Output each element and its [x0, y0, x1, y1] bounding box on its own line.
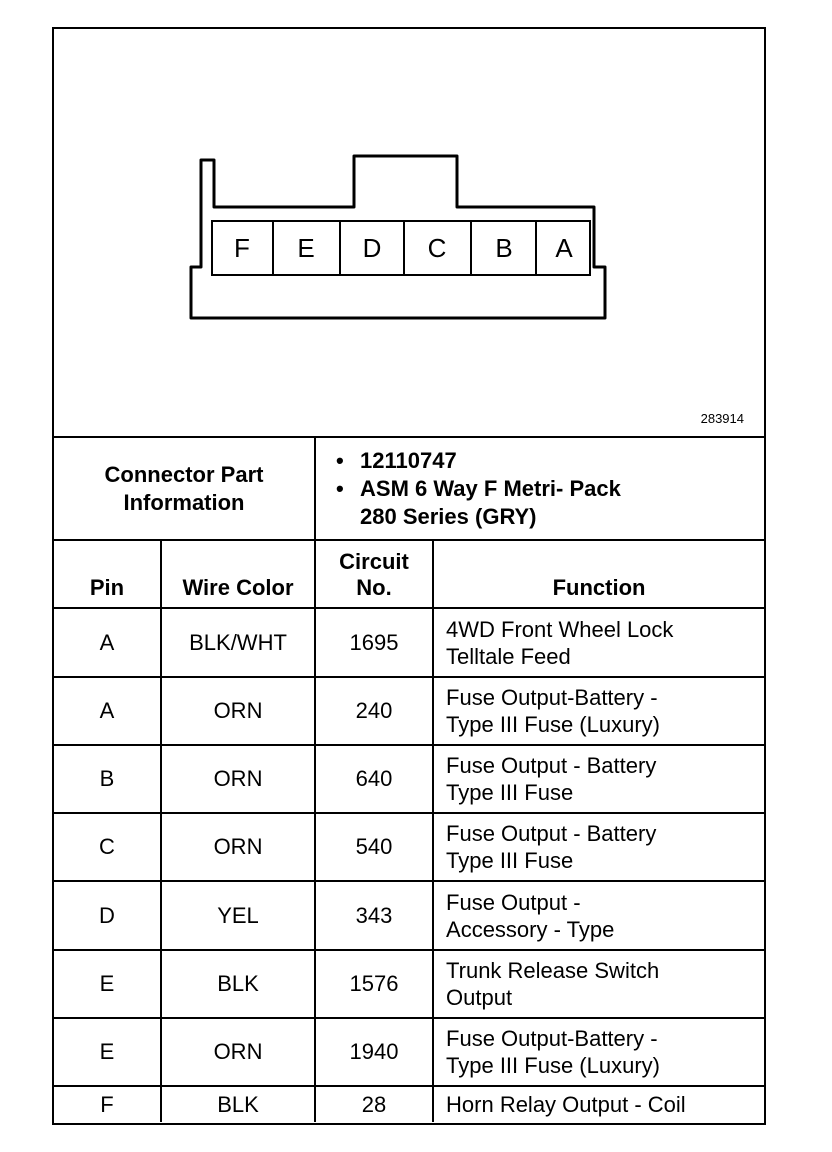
circuit-cell: 343 — [315, 881, 433, 950]
table-row — [54, 1086, 764, 1122]
table-header-row — [54, 540, 764, 608]
wire-color-cell: ORN — [161, 677, 315, 745]
pinout-table — [54, 436, 764, 1122]
function-cell: Fuse Output - Battery Type III Fuse — [433, 813, 764, 881]
pin-cell: F — [54, 1086, 161, 1122]
function-cell: Fuse Output-Battery - Type III Fuse (Luxury) — [433, 1018, 764, 1086]
pin-cell: A — [54, 608, 161, 677]
connector-info-label — [54, 437, 315, 540]
pin-label-c: C — [427, 233, 447, 263]
header-wire-color: Wire Color — [161, 540, 315, 608]
header-function: Function — [433, 540, 764, 608]
pin-label-b: B — [495, 233, 513, 263]
connector-info-label-line1: Connector Part — [104, 461, 264, 487]
header-pin: Pin — [54, 540, 161, 608]
pin-label-a: A — [555, 233, 573, 263]
wire-color-cell: ORN — [161, 745, 315, 813]
function-cell: Horn Relay Output - Coil — [433, 1086, 764, 1122]
wire-color-cell: BLK — [161, 1086, 315, 1122]
circuit-cell: 540 — [315, 813, 433, 881]
connector-info-row — [54, 437, 764, 540]
connector-info-values — [315, 437, 764, 540]
wire-color-cell: ORN — [161, 813, 315, 881]
pin-cell: E — [54, 950, 161, 1018]
function-cell: 4WD Front Wheel Lock Telltale Feed — [433, 608, 764, 677]
connector-drawing — [54, 29, 764, 436]
function-cell: Fuse Output - Battery Type III Fuse — [433, 745, 764, 813]
table-row — [54, 677, 764, 745]
wire-color-cell: YEL — [161, 881, 315, 950]
header-circuit-no: Circuit No. — [315, 540, 433, 608]
wire-color-cell: BLK — [161, 950, 315, 1018]
pin-label-d: D — [362, 233, 382, 263]
pin-cell: A — [54, 677, 161, 745]
pin-cell: D — [54, 881, 161, 950]
wire-color-cell: BLK/WHT — [161, 608, 315, 677]
table-row — [54, 950, 764, 1018]
connector-frame — [52, 27, 766, 1125]
table-row — [54, 1018, 764, 1086]
circuit-cell: 28 — [315, 1086, 433, 1122]
pin-cell: E — [54, 1018, 161, 1086]
wire-color-cell: ORN — [161, 1018, 315, 1086]
table-row — [54, 608, 764, 677]
circuit-cell: 640 — [315, 745, 433, 813]
table-row — [54, 881, 764, 950]
table-row — [54, 813, 764, 881]
circuit-cell: 1940 — [315, 1018, 433, 1086]
pin-label-e: E — [297, 233, 315, 263]
pin-cell: B — [54, 745, 161, 813]
connector-diagram — [54, 29, 764, 436]
pin-cell: C — [54, 813, 161, 881]
function-cell: Fuse Output - Accessory - Type — [433, 881, 764, 950]
part-number: • 12110747 — [360, 447, 764, 475]
function-cell: Trunk Release Switch Output — [433, 950, 764, 1018]
circuit-cell: 240 — [315, 677, 433, 745]
circuit-cell: 1576 — [315, 950, 433, 1018]
figure-id: 283914 — [700, 411, 744, 426]
connector-info-label-line2: Information — [123, 489, 245, 515]
table-row — [54, 745, 764, 813]
circuit-cell: 1695 — [315, 608, 433, 677]
pin-label-f: F — [234, 233, 250, 263]
connector-description: • ASM 6 Way F Metri- Pack 280 Series (GRY) — [360, 475, 764, 531]
function-cell: Fuse Output-Battery - Type III Fuse (Luxury) — [433, 677, 764, 745]
